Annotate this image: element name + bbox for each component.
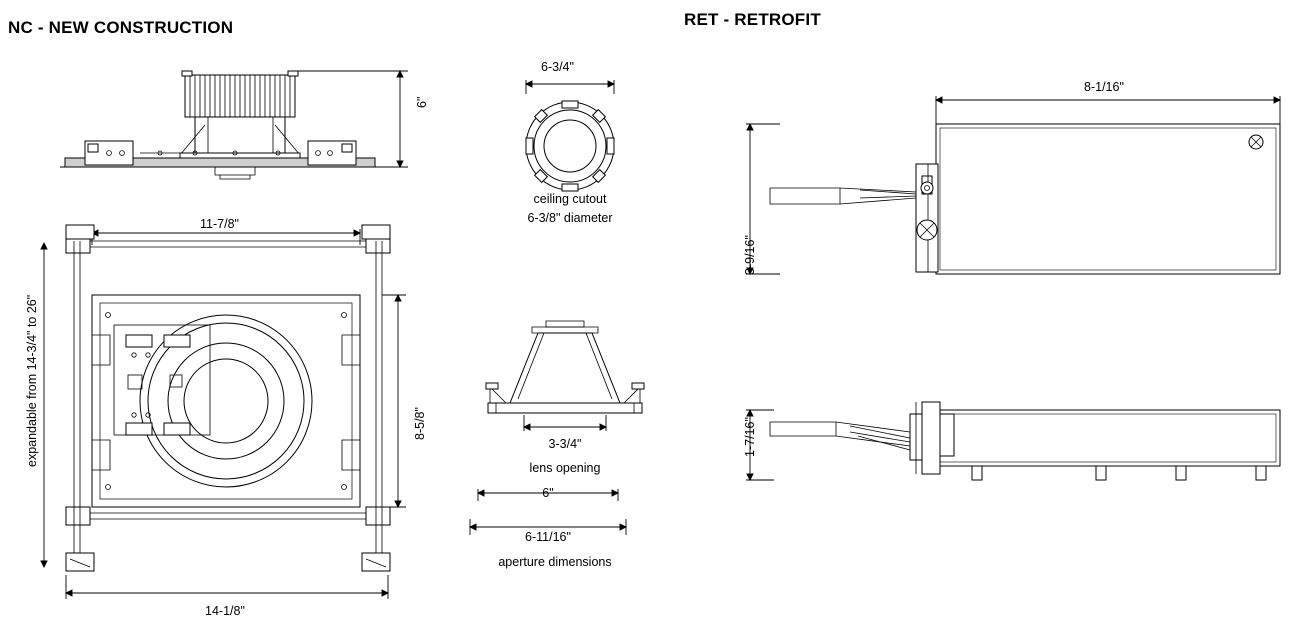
nc-plan-top-dim: 11-7/8" [200,217,239,231]
cutout-caption-line2: 6-3/8" diameter [527,211,613,225]
ret-top-height-dim: 3-9/16" [743,235,757,275]
title-retrofit: RET - RETROFIT [684,10,821,29]
aperture-caption: aperture dimensions [498,555,612,569]
trim-lens-dim: 3-3/4" [548,437,582,451]
nc-side-elevation-drawing [30,55,410,195]
ret-top-width-dim: 8-1/16" [1084,80,1124,94]
nc-plan-expandable-dim: expandable from 14-3/4" to 26" [25,294,39,467]
ret-side-height-dim: 1-7/16" [743,417,757,457]
nc-plan-right-dim: 8-5/8" [413,407,427,440]
ret-top-view-drawing [740,80,1290,300]
aperture-dim-1: 6" [542,486,554,500]
cutout-caption-line1: ceiling cutout [533,192,607,206]
trim-lens-caption: lens opening [529,461,601,475]
aperture-dim-2: 6-11/16" [525,530,571,544]
nc-plan-bottom-dim: 14-1/8" [205,604,245,618]
nc-side-height-dim: 6" [415,96,429,108]
ceiling-cutout-drawing [490,58,650,183]
cutout-top-dim: 6-3/4" [541,60,574,74]
title-new-construction: NC - NEW CONSTRUCTION [8,18,234,37]
ret-side-view-drawing [740,380,1290,510]
trim-section-drawing [460,315,670,425]
nc-plan-view-drawing [30,215,420,610]
